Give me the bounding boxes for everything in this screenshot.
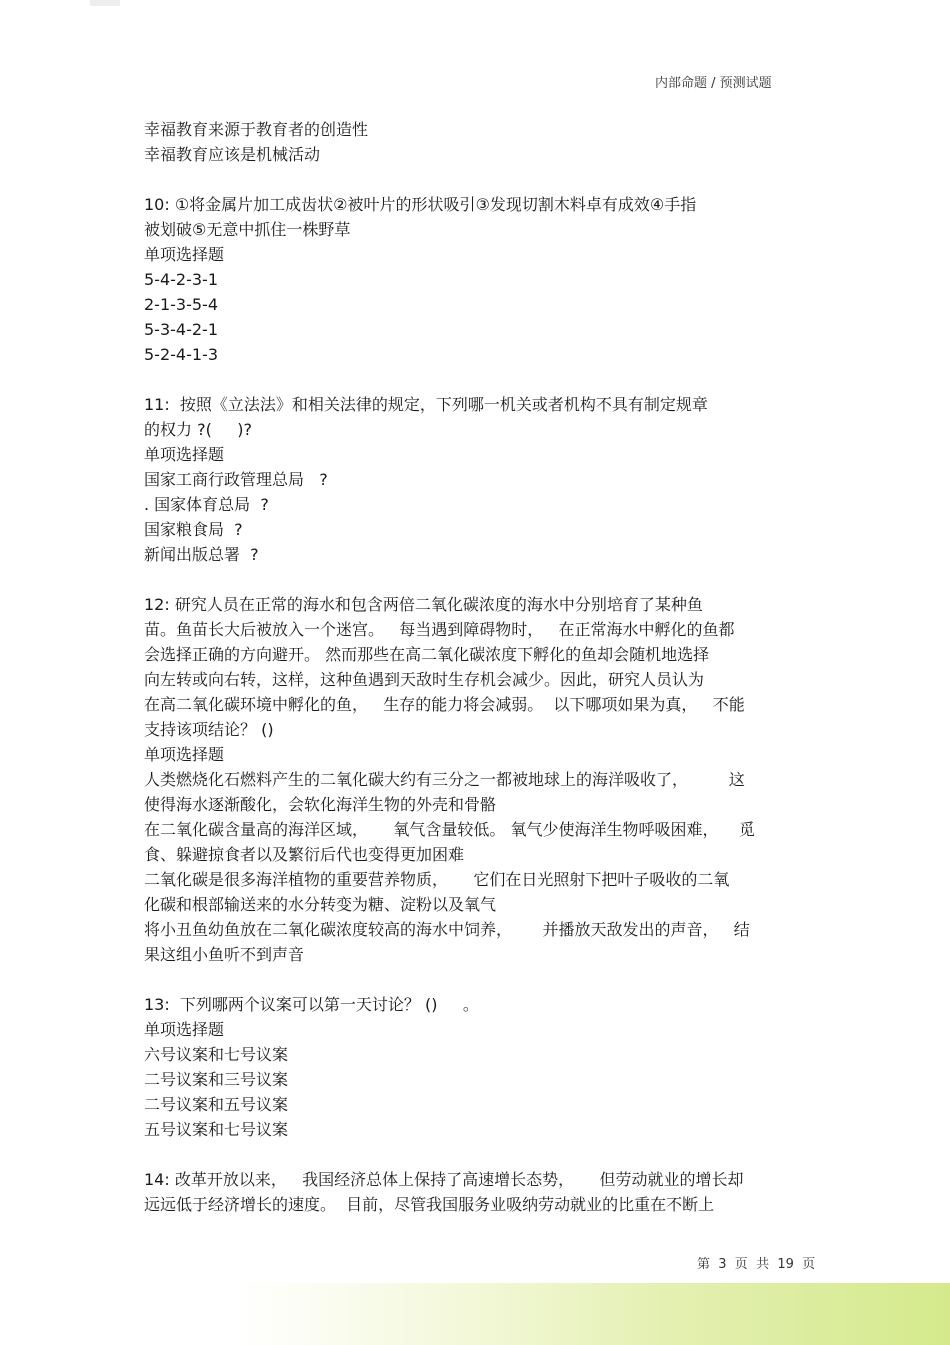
text-line: 支持该项结论？ () [144, 720, 274, 739]
text-line: 五号议案和七号议案 [144, 1120, 289, 1139]
text-line: 单项选择题 [144, 1020, 225, 1039]
text-line: 5-3-4-2-1 [144, 320, 218, 339]
text-line: 人类燃烧化石燃料产生的二氧化碳大约有三分之一都被地球上的海洋吸收了， 这 [144, 770, 745, 789]
text-line: . 国家体育总局 ? [144, 495, 269, 514]
text-line: 使得海水逐渐酸化，会软化海洋生物的外壳和骨骼 [144, 795, 497, 814]
text-line: 12: 研究人员在正常的海水和包含两倍二氧化碳浓度的海水中分别培育了某种鱼 [144, 595, 703, 614]
blank-line [144, 367, 814, 392]
page-header: 内部命题 / 预测试题 [655, 76, 772, 91]
text-line: 5-2-4-1-3 [144, 345, 218, 364]
text-line: 国家工商行政管理总局 ? [144, 470, 328, 489]
decorative-band [0, 1283, 950, 1345]
text-line: 苗。鱼苗长大后被放入一个迷宫。 每当遇到障碍物时， 在正常海水中孵化的鱼都 [144, 620, 735, 639]
text-line: 会选择正确的方向避开。 然而那些在高二氧化碳浓度下孵化的鱼却会随机地选择 [144, 645, 710, 664]
text-line: 11: 按照《立法法》和相关法律的规定，下列哪一机关或者机构不具有制定规章 [144, 395, 708, 414]
text-line: 的权力 ?( )? [144, 420, 252, 439]
text-line: 13: 下列哪两个议案可以第一天讨论？ () 。 [144, 995, 479, 1014]
text-line: 将小丑鱼幼鱼放在二氧化碳浓度较高的海水中饲养， 并播放天敌发出的声音， 结 [144, 920, 750, 939]
text-line: 果这组小鱼听不到声音 [144, 945, 305, 964]
text-line: 5-4-2-3-1 [144, 270, 218, 289]
text-line: 2-1-3-5-4 [144, 295, 218, 314]
blank-line [144, 567, 814, 592]
text-line: 新闻出版总署 ? [144, 545, 259, 564]
text-line: 在二氧化碳含量高的海洋区域， 氧气含量较低。 氧气少使海洋生物呼吸困难， 觅 [144, 820, 755, 839]
page-footer: 第 3 页 共 19 页 [697, 1257, 816, 1272]
text-line: 单项选择题 [144, 745, 225, 764]
text-line: 14: 改革开放以来， 我国经济总体上保持了高速增长态势， 但劳动就业的增长却 [144, 1170, 744, 1189]
text-line: 二号议案和五号议案 [144, 1095, 289, 1114]
text-line: 在高二氧化碳环境中孵化的鱼， 生存的能力将会减弱。 以下哪项如果为真， 不能 [144, 695, 745, 714]
blank-line [144, 167, 814, 192]
blank-line [144, 1142, 814, 1167]
text-line: 被划破⑤无意中抓住一株野草 [144, 220, 351, 239]
text-line: 10: ①将金属片加工成齿状②被叶片的形状吸引③发现切割木料卓有成效④手指 [144, 195, 697, 214]
text-line: 幸福教育来源于教育者的创造性 [144, 120, 369, 139]
text-line: 单项选择题 [144, 245, 225, 264]
text-line: 六号议案和七号议案 [144, 1045, 289, 1064]
text-line: 单项选择题 [144, 445, 225, 464]
text-line: 远远低于经济增长的速度。 目前，尽管我国服务业吸纳劳动就业的比重在不断上 [144, 1195, 715, 1214]
text-line: 幸福教育应该是机械活动 [144, 145, 321, 164]
text-line: 向左转或向右转，这样，这种鱼遇到天敌时生存机会减少。因此，研究人员认为 [144, 670, 705, 689]
text-line: 国家粮食局 ? [144, 520, 243, 539]
text-line: 化碳和根部输送来的水分转变为糖、淀粉以及氧气 [144, 895, 497, 914]
top-mark [90, 0, 120, 6]
document-body [144, 117, 814, 1217]
text-line: 食、躲避掠食者以及繁衍后代也变得更加困难 [144, 845, 465, 864]
text-line: 二氧化碳是很多海洋植物的重要营养物质， 它们在日光照射下把叶子吸收的二氧 [144, 870, 730, 889]
blank-line [144, 967, 814, 992]
text-line: 二号议案和三号议案 [144, 1070, 289, 1089]
